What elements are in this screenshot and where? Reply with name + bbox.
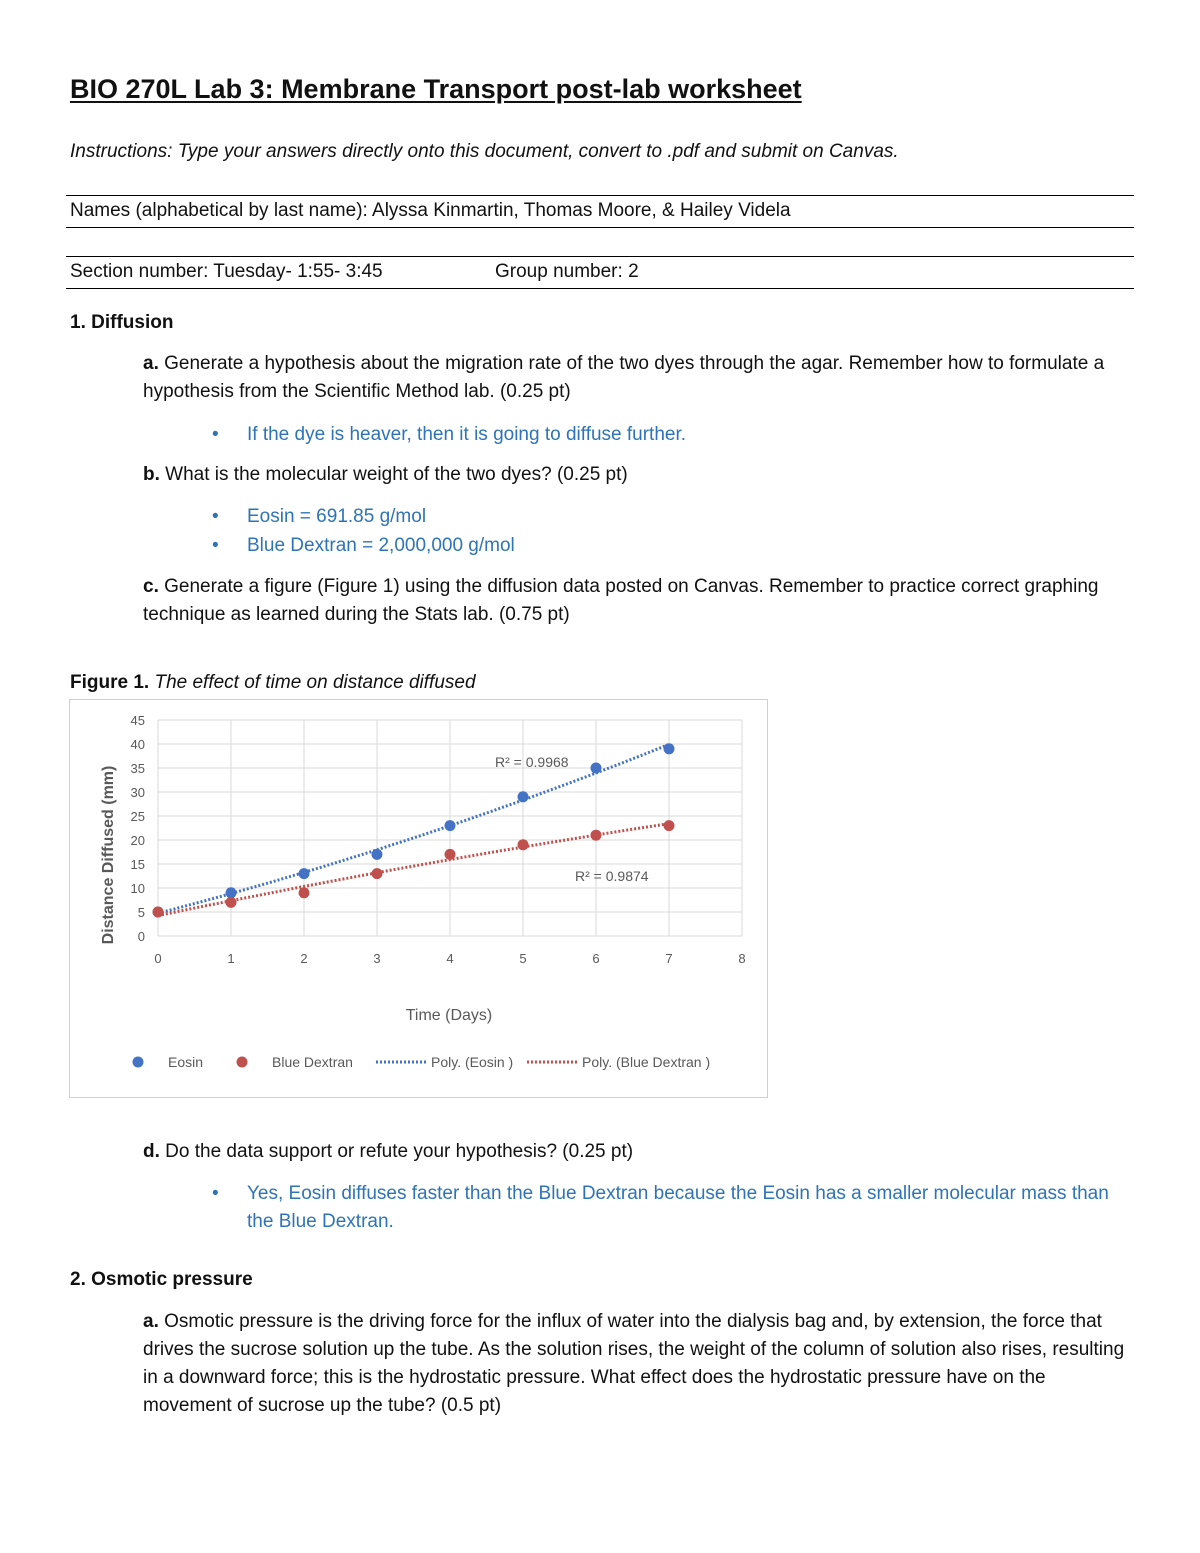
r2-label-eosin: R² = 0.9968 [495,754,569,770]
question-label: a. [143,1311,159,1332]
page-title: BIO 270L Lab 3: Membrane Transport post-lab worksheet [70,74,802,104]
question-text: Osmotic pressure is the driving force for the influx of water into the dialysis bag and, by extension, the force that drives the sucrose solution up the tube. As the solution rises, the weight of the column of solution also rises, resulting in a downward force; this is the hydrostatic pressure. What effect does the hydrostatic pressure have on the movement of sucrose up the tube? (0.5 pt) [143,1311,1125,1416]
data-point-blue-dextran [518,839,529,850]
legend-marker-icon [237,1057,248,1068]
y-tick-label: 10 [130,881,145,896]
legend-poly-blue-dextran [527,1054,710,1070]
y-axis-label: Distance Diffused (mm) [100,765,117,945]
figure-label: Figure 1. [70,672,150,693]
y-tick-label: 45 [130,713,145,728]
divider [66,288,1134,289]
data-point-blue-dextran [372,868,383,879]
question-label: c. [143,576,159,597]
y-tick-label: 35 [130,761,145,776]
y-tick-label: 30 [130,785,145,800]
x-tick-label: 7 [665,951,673,966]
data-point-blue-dextran [153,907,164,918]
chart-svg [70,700,767,1097]
section-heading-osmotic-pressure: 2. Osmotic pressure [70,1269,253,1290]
x-tick-label: 4 [446,951,454,966]
data-point-eosin [518,791,529,802]
answer-1b-eosin [212,503,1132,531]
data-point-blue-dextran [664,820,675,831]
x-axis-label: Time (Days) [405,1007,493,1024]
names-line: Names (alphabetical by last name): Alyssa Kinmartin, Thomas Moore, & Hailey Videla [70,200,791,221]
data-point-eosin [372,849,383,860]
data-point-eosin [591,763,602,774]
question-text: What is the molecular weight of the two dyes? (0.25 pt) [165,464,628,485]
question-text: Generate a hypothesis about the migration rate of the two dyes through the agar. Remember how to formulate a hypothesis from the Scientific Method lab. (0.25 pt) [143,353,1105,402]
question-1d [143,1138,1133,1166]
section-heading-diffusion: 1. Diffusion [70,312,174,333]
question-text: Generate a figure (Figure 1) using the diffusion data posted on Canvas. Remember to practice correct graphing technique as learned during the Stats lab. (0.75 pt) [143,576,1099,625]
question-text: Do the data support or refute your hypothesis? (0.25 pt) [165,1141,634,1162]
question-1a [143,350,1133,406]
bullet-icon: • [212,506,219,527]
answer-text: Blue Dextran = 2,000,000 g/mol [247,535,515,556]
data-point-eosin [226,887,237,898]
answer-text: If the dye is heaver, then it is going to diffuse further. [247,424,687,445]
x-tick-label: 6 [592,951,600,966]
bullet-icon: • [212,1183,219,1204]
section-line: Section number: Tuesday- 1:55- 3:45 [70,261,383,282]
data-point-eosin [445,820,456,831]
x-tick-label: 5 [519,951,527,966]
answer-1a [212,421,1132,449]
y-tick-label: 40 [130,737,145,752]
legend-poly-eosin [376,1054,513,1070]
figure-1-chart [69,699,768,1098]
data-point-blue-dextran [445,849,456,860]
data-point-blue-dextran [299,887,310,898]
legend-blue-dextran [237,1054,353,1070]
data-point-blue-dextran [591,830,602,841]
divider [66,256,1134,257]
x-tick-label: 8 [738,951,746,966]
question-label: a. [143,353,159,374]
legend-label: Poly. (Blue Dextran ) [582,1054,711,1070]
y-tick-label: 20 [130,833,145,848]
group-line: Group number: 2 [495,261,639,282]
y-tick-label: 0 [137,929,145,944]
question-1b [143,461,1133,489]
bullet-icon: • [212,424,219,445]
data-point-eosin [299,868,310,879]
x-tick-label: 1 [227,951,235,966]
data-point-blue-dextran [226,897,237,908]
y-tick-label: 25 [130,809,145,824]
data-point-eosin [664,743,675,754]
question-2a [143,1308,1133,1420]
legend-label: Blue Dextran [272,1054,353,1070]
y-tick-label: 5 [137,905,145,920]
legend-label: Poly. (Eosin ) [431,1054,514,1070]
question-1c [143,573,1133,629]
figure-caption [70,672,476,694]
answer-text: Yes, Eosin diffuses faster than the Blue Dextran because the Eosin has a smaller molecular mass than the Blue Dextran. [247,1183,1109,1232]
question-label: d. [143,1141,160,1162]
figure-caption-text: The effect of time on distance diffused [154,672,476,693]
legend-marker-icon [133,1057,144,1068]
answer-1b-blue-dextran [212,532,1132,560]
divider [66,227,1134,228]
legend-eosin [133,1054,204,1070]
answer-1d [212,1180,1132,1236]
bullet-icon: • [212,535,219,556]
x-tick-label: 0 [154,951,162,966]
x-tick-label: 2 [300,951,308,966]
x-tick-label: 3 [373,951,381,966]
legend-label: Eosin [168,1054,204,1070]
y-tick-label: 15 [130,857,145,872]
answer-text: Eosin = 691.85 g/mol [247,506,427,527]
r2-label-blue-dextran: R² = 0.9874 [575,868,649,884]
question-label: b. [143,464,160,485]
instructions-text: Instructions: Type your answers directly onto this document, convert to .pdf and submit on Canvas. [70,141,899,162]
divider [66,195,1134,196]
